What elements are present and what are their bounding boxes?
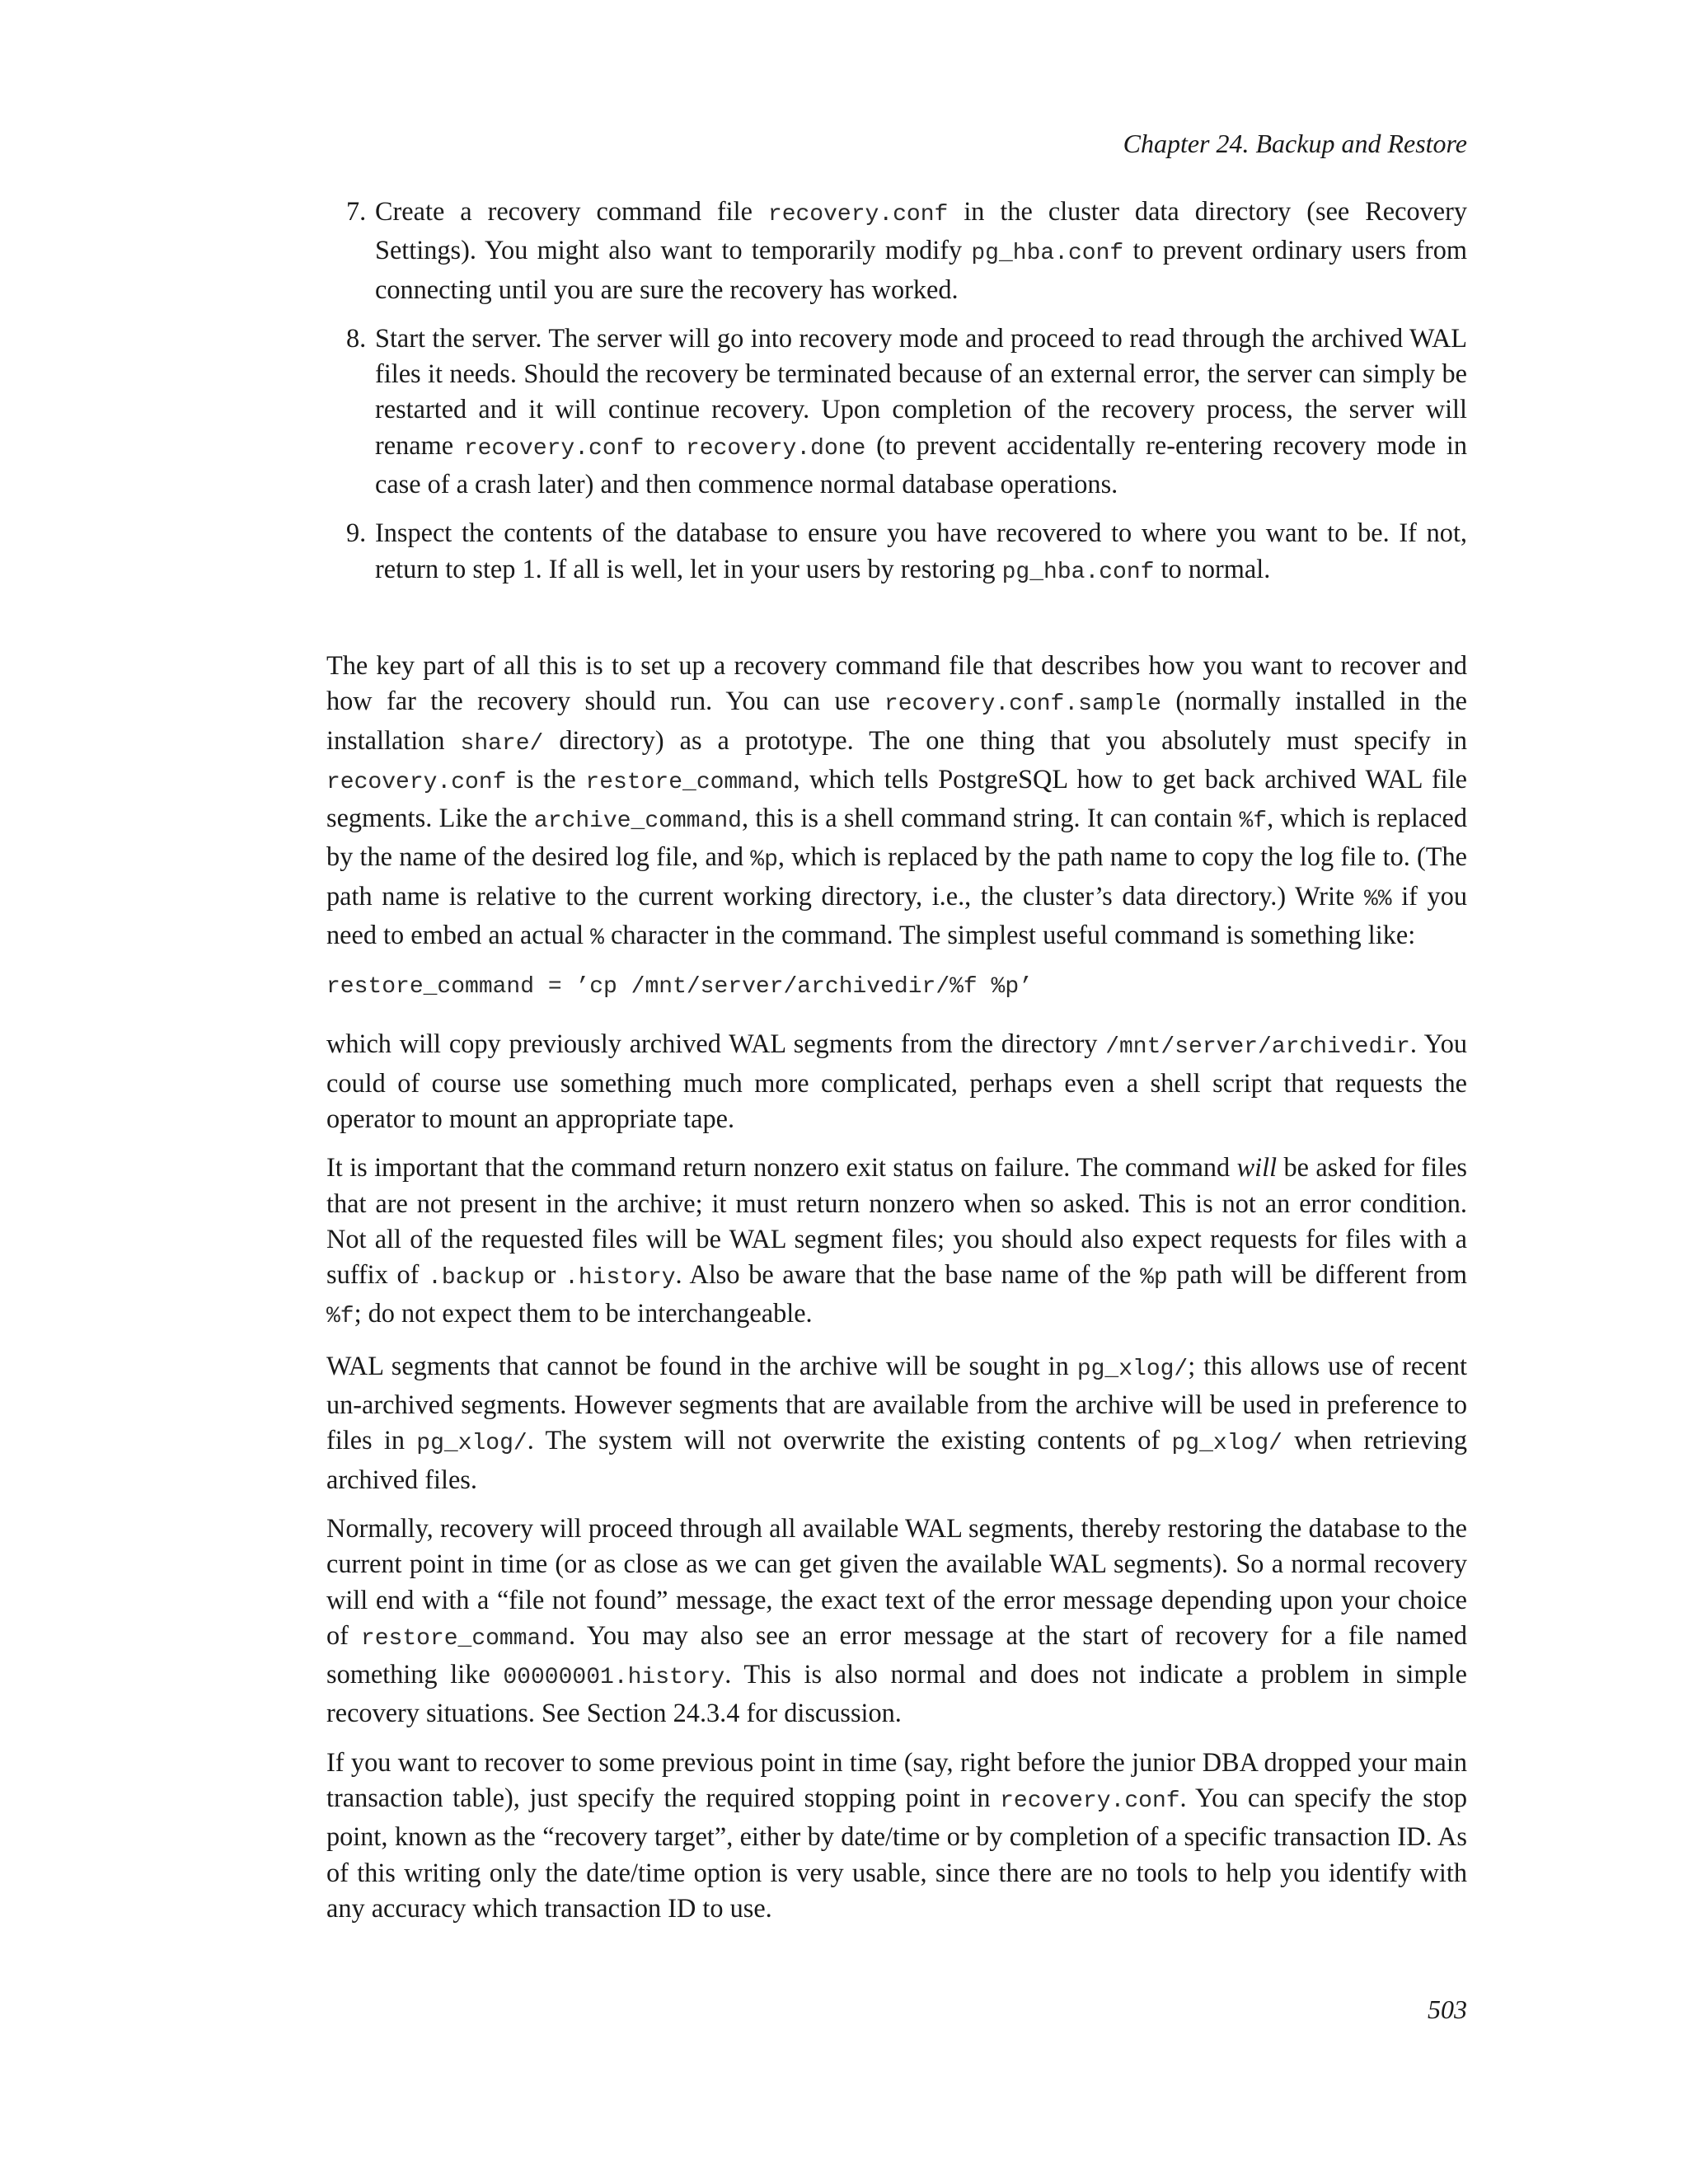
list-item-number: 7. — [346, 196, 367, 226]
text-run: The key part of all this is to set up a recovery command file that describes how you want to recover and how far the recovery should run. You can use — [326, 649, 1467, 716]
list-item — [326, 321, 1467, 502]
inline-code: .backup — [428, 1265, 525, 1291]
text-run: directory) as a prototype. The one thing that you absolutely must specify in — [543, 724, 1467, 755]
text-run: if you need to embed an actual — [326, 880, 1467, 950]
inline-code: .history — [565, 1265, 676, 1291]
paragraph — [326, 1745, 1467, 1926]
text-run: in the cluster data directory (see Recovery Settings). You might also want to temporarily modify — [375, 196, 1467, 265]
text-run: ; do not expect them to be interchangeable. — [354, 1298, 813, 1329]
inline-code: recovery.conf — [1000, 1788, 1180, 1814]
text-run: ; this allows use of recent un-archived segments. However segments that are available from the archive will be used in preference to files in — [326, 1350, 1467, 1455]
text-run: path will be different from — [1167, 1259, 1467, 1290]
paragraph — [326, 648, 1467, 956]
text-run: to — [644, 429, 686, 460]
text-run: . You may also see an error message at the start of recovery for a file named something like — [326, 1619, 1467, 1690]
inline-code: % — [590, 926, 604, 952]
list-item-number: 9. — [346, 518, 367, 548]
list-item-text — [375, 518, 1467, 583]
inline-code: %f — [326, 1304, 354, 1330]
text-run: when retrieving archived files. — [326, 1425, 1467, 1494]
text-run: . This is also normal and does not indicate a problem in simple recovery situations. See Section 24.3.4 for discussion. — [326, 1659, 1467, 1728]
text-run: Start the server. The server will go into recovery mode and proceed to read through the archived WAL files it needs. Should the recovery be terminated because of an external error, the server can simply be restarted and it will continue recovery. Upon completion of the recovery process, the server will rename — [375, 322, 1467, 460]
recovery-steps-list — [326, 194, 1467, 590]
inline-code: recovery.done — [685, 435, 866, 462]
text-run: . You could of course use something much more complicated, perhaps even a shell script that requests the operator to mount an appropriate tape. — [326, 1029, 1467, 1133]
text-run: or — [524, 1259, 565, 1290]
inline-code: %% — [1363, 886, 1392, 912]
list-item-text — [375, 196, 1467, 304]
text-run: Normally, recovery will proceed through all available WAL segments, thereby restoring the database to the current point in time (or as close as we can get given the available WAL segments). So a normal recovery will end with a “file not found” message, the exact text of the error message depending upon your choice of — [326, 1512, 1467, 1650]
list-item — [326, 515, 1467, 590]
list-item-number: 8. — [346, 322, 367, 353]
page-number: 503 — [1428, 1994, 1467, 2024]
code-example: restore_command = ’cp /mnt/server/archivedir/%f %p’ — [326, 974, 1033, 1001]
paragraph — [326, 1026, 1467, 1137]
inline-code: pg_xlog/ — [1171, 1431, 1282, 1457]
page-body — [326, 194, 1467, 1939]
text-run: , which tells PostgreSQL how to get back archived WAL file segments. Like the — [326, 763, 1467, 833]
text-run: (normally installed in the installation — [326, 686, 1467, 755]
paragraph — [326, 1348, 1467, 1497]
inline-code: pg_hba.conf — [1001, 559, 1155, 585]
inline-code: /mnt/server/archivedir — [1105, 1034, 1410, 1061]
text-run: Inspect the contents of the database to ensure you have recovered to where you want to be. If not, return to step 1. If all is well, let in your users by restoring — [375, 518, 1467, 583]
inline-code: recovery.conf — [326, 769, 507, 795]
paragraph — [326, 1150, 1467, 1334]
text-run: to normal. — [1154, 553, 1271, 583]
text-run: is the — [506, 763, 586, 794]
inline-code: restore_command — [360, 1625, 569, 1652]
inline-code: pg_xlog/ — [416, 1431, 528, 1457]
inline-code: recovery.conf.sample — [884, 691, 1161, 718]
inline-code: share/ — [460, 730, 544, 757]
inline-code: recovery.conf — [767, 202, 949, 227]
inline-code: recovery.conf — [463, 435, 645, 462]
list-item-text — [375, 323, 1467, 499]
inline-code: pg_xlog/ — [1076, 1356, 1189, 1382]
inline-code: pg_hba.conf — [971, 241, 1124, 267]
inline-code: %p — [1140, 1265, 1168, 1291]
text-run: to prevent ordinary users from connecting until you are sure the recovery has worked. — [375, 235, 1468, 304]
text-run: , which is replaced by the path name to copy the log file to. (The path name is relative to the current working directory, i.e., the cluster’s data directory.) Write — [326, 841, 1467, 911]
inline-code: restore_command — [585, 769, 794, 795]
text-run: (to prevent accidentally re-entering recovery mode in case of a crash later) and then commence normal database operations. — [375, 429, 1467, 499]
text-run: which will copy previously archived WAL segments from the directory — [326, 1029, 1106, 1059]
text-run: It is important that the command return nonzero exit status on failure. The command — [326, 1152, 1237, 1183]
text-run: If you want to recover to some previous point in time (say, right before the junior DBA dropped your main transaction table), just specify the required stopping point in — [326, 1746, 1467, 1812]
text-run: Create a recovery command file — [375, 196, 768, 226]
text-run: . The system will not overwrite the existing contents of — [527, 1425, 1172, 1455]
chapter-header: Chapter 24. Backup and Restore — [1123, 129, 1467, 158]
inline-code: archive_command — [533, 808, 742, 835]
paragraph — [326, 1511, 1467, 1732]
text-run: . Also be aware that the base name of the — [675, 1259, 1141, 1290]
emphasis: will — [1236, 1152, 1278, 1183]
text-run: WAL segments that cannot be found in the archive will be sought in — [326, 1350, 1077, 1380]
list-item — [326, 194, 1467, 307]
inline-code: 00000001.history — [503, 1665, 725, 1691]
text-run: , which is replaced by the name of the desired log file, and — [326, 803, 1467, 872]
text-run: character in the command. The simplest useful command is something like: — [603, 920, 1416, 950]
text-run: . You can specify the stop point, known as the “recovery target”, either by date/time or by completion of a specific transaction ID. As of this writing only the date/time option is very usable, since there are no tools to help you identify with any accuracy which transaction ID to use. — [326, 1782, 1467, 1923]
text-run: be asked for files that are not present in the archive; it must return nonzero when so asked. This is not an error condition. Not all of the requested files will be WAL segment files; you should also expect requests for files with a suffix of — [326, 1152, 1467, 1290]
inline-code: %p — [750, 847, 778, 874]
text-run: , this is a shell command string. It can contain — [741, 803, 1240, 833]
inline-code: %f — [1239, 808, 1268, 835]
